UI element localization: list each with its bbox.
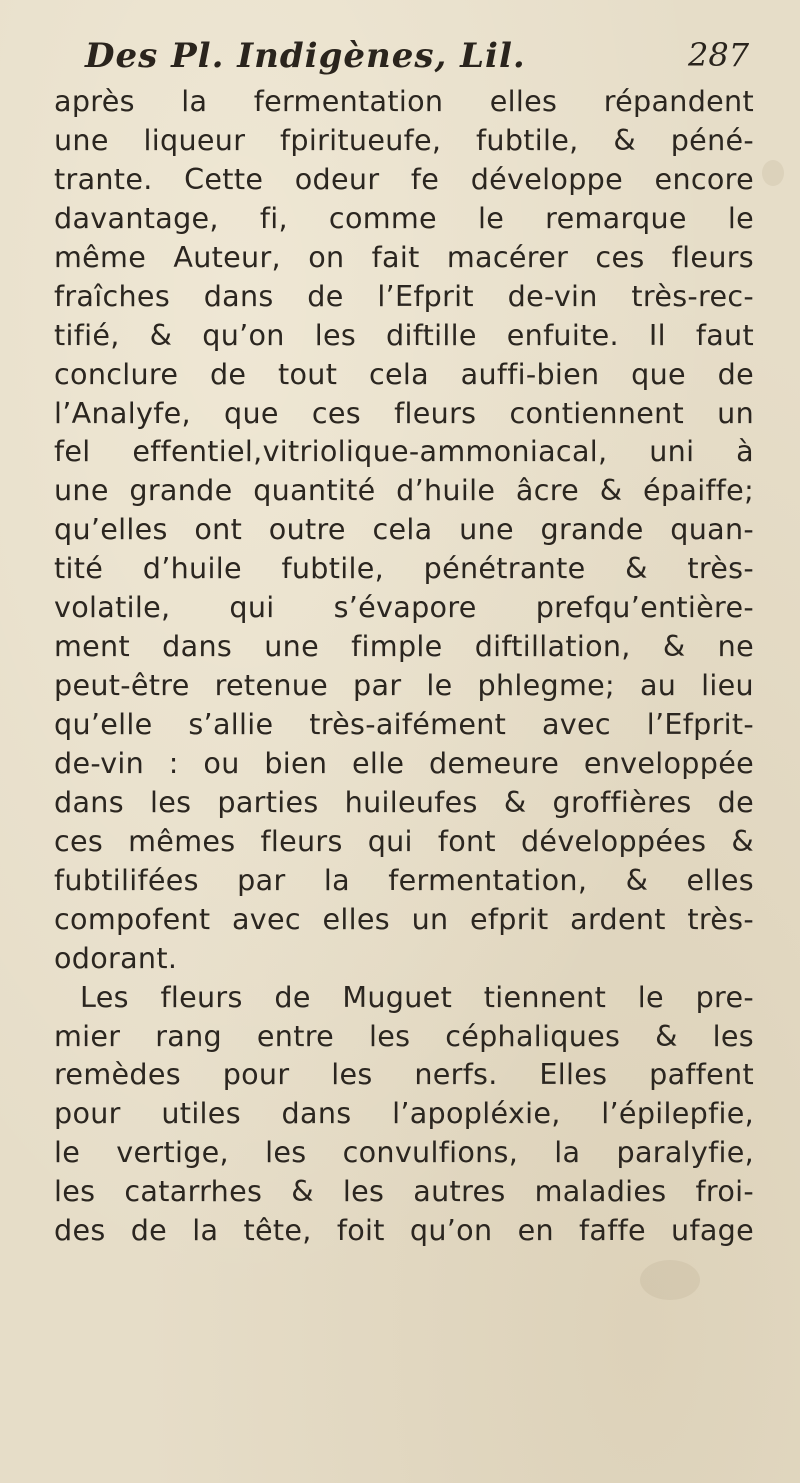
text-line: des de la tête, foit qu’on en faffe ufage [54, 1213, 754, 1248]
text-line: davantage, fi, comme le remarque le [54, 200, 754, 235]
text-line: fraîches dans de l’Efprit de-vin très-rec- [54, 278, 754, 313]
text-line: fubtilifées par la fermentation, & elles [54, 862, 754, 897]
text-line: une grande quantité d’huile âcre & épaiffe; [54, 473, 754, 508]
text-line: odorant. [54, 940, 178, 975]
text-line: de-vin : ou bien elle demeure enveloppée [54, 745, 754, 780]
text-line: les catarrhes & les autres maladies froi- [54, 1174, 754, 1209]
text-line: peut-être retenue par le phlegme; au lieu [54, 668, 754, 703]
text-line: fel effentiel,vitriolique-ammoniacal, uni à [54, 434, 754, 469]
text-line: le vertige, les convulfions, la paralyfie, [54, 1135, 754, 1170]
text-line: remèdes pour les nerfs. Elles paffent [54, 1057, 754, 1092]
page-header [0, 36, 800, 82]
body-text [54, 82, 754, 1250]
text-line: l’Analyfe, que ces fleurs contiennent un [54, 395, 754, 430]
paper-stain [640, 1260, 700, 1300]
page-number: 287 [688, 36, 750, 74]
text-line: compofent avec elles un efprit ardent très- [54, 901, 754, 936]
text-line: tifié, & qu’on les diftille enfuite. Il faut [54, 317, 754, 352]
text-line: dans les parties huileufes & groffières de [54, 784, 754, 819]
running-title: Des Pl. Indigènes, Lil. [85, 36, 526, 76]
text-line: ment dans une fimple diftillation, & ne [54, 629, 754, 664]
text-line: Les fleurs de Muguet tiennent le pre- [80, 979, 754, 1014]
text-line: conclure de tout cela auffi-bien que de [54, 356, 754, 391]
text-line: volatile, qui s’évapore prefqu’entière- [54, 590, 754, 625]
text-line: une liqueur fpiritueufe, fubtile, & péné- [54, 122, 754, 157]
text-line: ces mêmes fleurs qui font développées & [54, 823, 754, 858]
text-line: pour utiles dans l’apopléxie, l’épilepfie, [54, 1096, 754, 1131]
text-line: tité d’huile fubtile, pénétrante & très- [54, 551, 754, 586]
text-line: même Auteur, on fait macérer ces fleurs [54, 239, 754, 274]
paper-stain [762, 160, 784, 186]
text-line: qu’elles ont outre cela une grande quan- [54, 512, 754, 547]
text-line: trante. Cette odeur fe développe encore [54, 161, 754, 196]
text-line: après la fermentation elles répandent [54, 84, 754, 118]
text-line: mier rang entre les céphaliques & les [54, 1018, 754, 1053]
text-line: qu’elle s’allie très-aifément avec l’Efprit- [54, 707, 754, 741]
